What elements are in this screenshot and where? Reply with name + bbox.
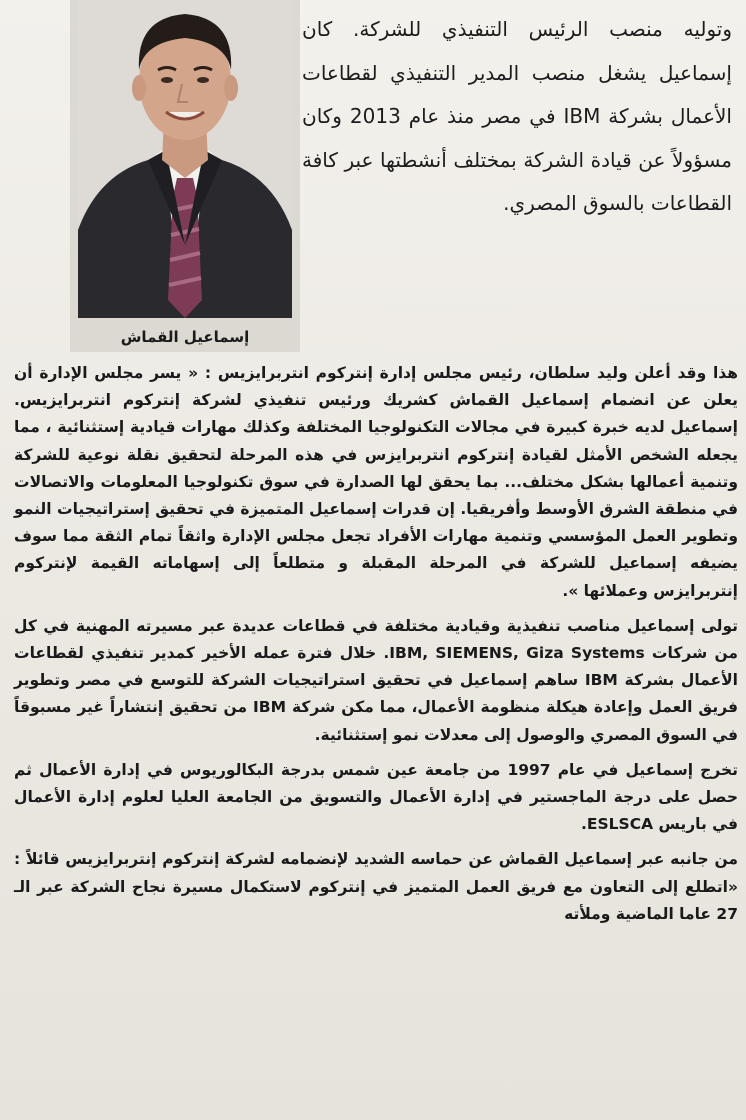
portrait-illustration: [78, 0, 292, 318]
article-paragraph-4: من جانبه عبر إسماعيل القماش عن حماسه الشديد لإنضمامه لشركة إنتركوم إنتربرايزيس قائلاً : «اتطلع إلى التعاون مع فريق العمل المتميز في إنتركوم لاستكمال مسيرة نجاح الشركة عبر الـ 27 عاما الماضية وملأته: [14, 850, 738, 923]
portrait-photo: [78, 0, 292, 318]
article-paragraph-3: تخرج إسماعيل في عام 1997 من جامعة عين شمس بدرجة البكالوريوس في إدارة الأعمال ثم حصل على درجة الماجستير في إدارة الأعمال والتسويق من الجامعة العليا لعلوم إدارة الأعمال في باريس ESLSCA.: [14, 760, 738, 834]
portrait-frame: [70, 0, 300, 352]
article-paragraph-2: تولى إسماعيل مناصب تنفيذية وقيادية مختلفة في قطاعات عديدة عبر مسيرته المهنية في كل من شركات IBM, SIEMENS, Giza Systems. خلال فترة عمله الأخير كمدير تنفيذي لقطاعات الأعمال بشركة IBM ساهم إسماعيل في تحقيق استراتيجيات الشركة للتوسع في مصر وتطوير فريق العمل وإعادة هيكلة منظومة الأعمال، مما مكن شركة IBM من تحقيق إنتشاراً غير مسبوقاً في السوق المصري والوصول إلى معدلات نمو إستثنائية.: [14, 616, 739, 744]
article-paragraph-1: هذا وقد أعلن وليد سلطان، رئيس مجلس إدارة إنتركوم انتربرايزيس : « يسر مجلس الإدارة أن يعلن عن انضمام إسماعيل القماش كشريك ورئيس تنفيذي لشركة إنتركوم انتربرايزيس. إسماعيل لديه خبرة كبيرة في مجالات التكنولوجيا المختلفة وكذلك مهارات قيادية إستثنائية ، مما يجعله الشخص الأمثل لقيادة إنتركوم انتربرايزس في هذه المرحلة لتحقيق نقلة نوعية للشركة وتنمية أعمالها بشكل مختلف... بما يحقق لها الصدارة في سوق تكنولوجيا المعلومات والاتصالات في منطقة الشرق الأوسط وأفريقيا. إن قدرات إسماعيل المتميزة في تحقيق إستراتيجيات النمو وتطوير العمل المؤسسي وتنمية مهارات الأفراد تجعل مجلس الإدارة واثقاً تمام الثقة مما سوف يضيفه إسماعيل للشركة في المرحلة المقبلة و متطلعاً إلى إسهاماته القيمة لإنتركوم إنتربرايزس وعملائها ».: [14, 364, 738, 600]
article-body: [14, 360, 738, 936]
intro-paragraph: وتوليه منصب الرئيس التنفيذي للشركة. كان إسماعيل يشغل منصب المدير التنفيذي لقطاعات الأعمال بشركة IBM في مصر منذ عام 2013 وكان مسؤولاً عن قيادة الشركة بمختلف أنشطتها عبر كافة القطاعات بالسوق المصري.: [302, 17, 732, 215]
photo-caption: إسماعيل القماش: [120, 328, 250, 346]
